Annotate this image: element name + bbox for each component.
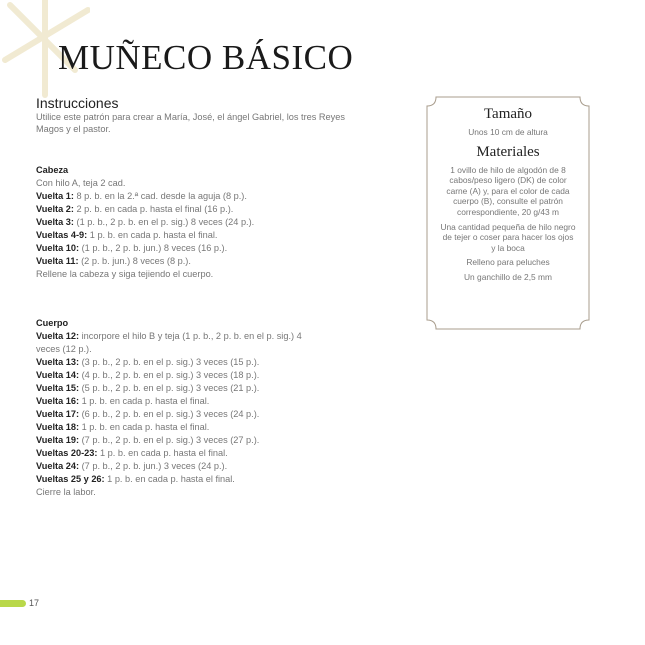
row-text: (6 p. b., 2 p. b. en el p. sig.) 3 veces (24 p.). — [79, 409, 260, 419]
material-item: 1 ovillo de hilo de algodón de 8 cabos/peso ligero (DK) de color carne (A) y, para el color de cada cuerpo (B), consulte el patrón correspondiente, 20 g/43 m — [446, 164, 570, 217]
materials-box — [426, 104, 590, 287]
pattern-row — [36, 216, 346, 229]
row-label: Vuelta 15: — [36, 383, 80, 393]
pattern-row — [36, 255, 346, 268]
pattern-row — [36, 369, 306, 382]
pattern-row — [36, 242, 346, 255]
row-label: Vuelta 13: — [36, 357, 80, 367]
row-label: Vuelta 16: — [36, 396, 80, 406]
cuerpo-end: Cierre la labor. — [36, 487, 96, 497]
cabeza-heading: Cabeza — [36, 165, 69, 175]
row-label: Vuelta 17: — [36, 409, 80, 419]
row-label: Vuelta 2: — [36, 204, 74, 214]
material-item: Una cantidad pequeña de hilo negro de tejer o coser para hacer los ojos y la boca — [440, 221, 576, 253]
pattern-row — [36, 421, 306, 434]
page-tab-marker — [0, 600, 26, 607]
cabeza-end: Rellene la cabeza y siga tejiendo el cuerpo. — [36, 269, 214, 279]
pattern-row — [36, 229, 346, 242]
row-label: Vuelta 10: — [36, 243, 80, 253]
pattern-row — [36, 447, 306, 460]
row-label: Vuelta 14: — [36, 370, 80, 380]
pattern-row — [36, 434, 306, 447]
row-text: 2 p. b. en cada p. hasta el final (16 p.). — [73, 204, 234, 214]
row-label: Vueltas 4-9: — [36, 230, 88, 240]
pattern-row — [36, 382, 306, 395]
instructions-section — [36, 94, 346, 135]
row-text: 1 p. b. en cada p. hasta el final. — [97, 448, 228, 458]
row-text: (7 p. b., 2 p. b. en el p. sig.) 3 veces (27 p.). — [79, 435, 260, 445]
row-text: (1 p. b., 2 p. b. en el p. sig.) 8 veces (24 p.). — [73, 217, 255, 227]
row-text: 1 p. b. en cada p. hasta el final. — [79, 396, 210, 406]
row-text: 1 p. b. en cada p. hasta el final. — [79, 422, 210, 432]
pattern-row — [36, 460, 306, 473]
row-label: Vuelta 24: — [36, 461, 80, 471]
row-label: Vueltas 25 y 26: — [36, 474, 105, 484]
row-text: incorpore el hilo B y teja (1 p. b., 2 p. b. en el p. sig.) 4 veces (12 p.). — [36, 331, 302, 354]
cabeza-start: Con hilo A, teja 2 cad. — [36, 178, 126, 188]
row-text: (7 p. b., 2 p. b. jun.) 3 veces (24 p.). — [79, 461, 228, 471]
row-label: Vuelta 11: — [36, 256, 79, 266]
row-text: (4 p. b., 2 p. b. en el p. sig.) 3 veces (18 p.). — [79, 370, 260, 380]
row-label: Vuelta 12: — [36, 331, 80, 341]
pattern-row — [36, 395, 306, 408]
pattern-row — [36, 473, 306, 486]
row-label: Vuelta 3: — [36, 217, 74, 227]
instructions-intro: Utilice este patrón para crear a María, José, el ángel Gabriel, los tres Reyes Magos y el pastor. — [36, 112, 345, 134]
pattern-row — [36, 203, 346, 216]
page-number: 17 — [29, 598, 40, 608]
page-title: MUÑECO BÁSICO — [58, 38, 354, 77]
size-text: Unos 10 cm de altura — [468, 127, 548, 137]
materials-heading: Materiales — [476, 143, 540, 160]
row-text: (1 p. b., 2 p. b. jun.) 8 veces (16 p.). — [79, 243, 228, 253]
row-label: Vuelta 1: — [36, 191, 74, 201]
pattern-row — [36, 356, 306, 369]
row-text: 8 p. b. en la 2.ª cad. desde la aguja (8 p.). — [73, 191, 247, 201]
instructions-heading: Instrucciones — [36, 95, 119, 111]
row-label: Vuelta 19: — [36, 435, 80, 445]
row-label: Vuelta 18: — [36, 422, 80, 432]
material-item: Un ganchillo de 2,5 mm — [464, 271, 552, 282]
material-item: Relleno para peluches — [466, 257, 550, 268]
cuerpo-heading: Cuerpo — [36, 318, 69, 328]
pattern-row — [36, 330, 306, 356]
size-heading: Tamaño — [483, 106, 533, 122]
pattern-row — [36, 408, 306, 421]
row-text: (3 p. b., 2 p. b. en el p. sig.) 3 veces (15 p.). — [79, 357, 260, 367]
pattern-row — [36, 190, 346, 203]
row-label: Vueltas 20-23: — [36, 448, 98, 458]
row-text: (2 p. b. jun.) 8 veces (8 p.). — [78, 256, 191, 266]
cuerpo-section — [36, 317, 306, 499]
row-text: 1 p. b. en cada p. hasta el final. — [104, 474, 235, 484]
row-text: 1 p. b. en cada p. hasta el final. — [87, 230, 218, 240]
cabeza-section — [36, 164, 346, 281]
row-text: (5 p. b., 2 p. b. en el p. sig.) 3 veces (21 p.). — [79, 383, 260, 393]
